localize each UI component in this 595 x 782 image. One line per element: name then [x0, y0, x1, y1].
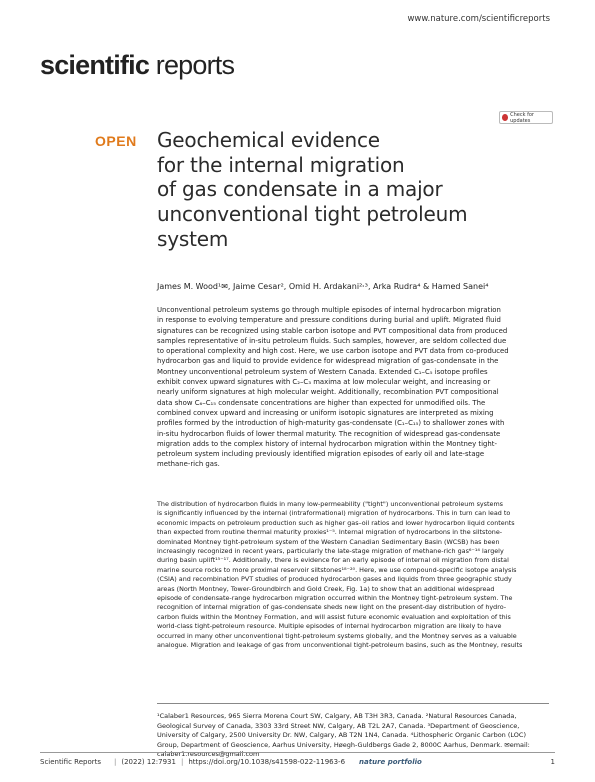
body-line: occurred in many other unconventional tight-petroleum systems globally, and the Montney serves as a valuable — [157, 631, 517, 640]
abstract-line: petroleum system including previously identified migration episodes of early oil and late-stage — [157, 450, 485, 459]
logo-light: reports — [149, 50, 235, 80]
body-text — [157, 500, 555, 651]
title-line: for the internal migration — [157, 152, 405, 177]
affiliation-email[interactable]: calaber1.resources@gmail.com — [157, 750, 260, 759]
abstract-line: in-situ hydrocarbon fluids of lower thermal maturity. The recognition of widespread gas-condensate — [157, 429, 501, 438]
footer-brand-logo: nature portfolio — [359, 758, 422, 766]
body-line: areas (North Montney, Tower-Groundbirch and Gold Creek, Fig. 1a) to show that an additional widespread — [157, 584, 495, 593]
footer-doi[interactable]: https://doi.org/10.1038/s41598-022-11963-6 — [188, 758, 346, 766]
body-line: analogue. Migration and leakage of gas from unconventional tight-petroleum basins, such as the Montney, results — [157, 641, 523, 650]
journal-logo — [40, 50, 234, 81]
open-access-label: OPEN — [95, 133, 137, 149]
page-number: 1 — [550, 758, 555, 766]
abstract — [157, 305, 549, 470]
body-line: than expected from routine thermal maturity proxies¹⁻⁵. Internal migration of hydrocarbons in the siltstone- — [157, 528, 503, 537]
check-updates-label: Check for updates — [510, 111, 534, 124]
abstract-line: hydrocarbon gas and liquid to provide evidence for widespread migration of gas-condensate in the — [157, 357, 499, 366]
abstract-line: exhibit convex upward signatures with C₂–C₃ maxima at low molecular weight, and increasing or — [157, 378, 491, 387]
article-title — [157, 128, 537, 252]
footer-separator: | — [114, 758, 117, 766]
body-line: (CSIA) and recombination PVT studies of produced hydrocarbon gases and liquids from three geographic study — [157, 575, 512, 584]
abstract-line: profiles formed by the introduction of high-maturity gas-condensate (C₁–C₁₅) to shallower zones with — [157, 419, 505, 428]
logo-bold: scientific — [40, 50, 150, 80]
abstract-line: to operational complexity and high cost. Here, we use carbon isotope and PVT data from co-produced — [157, 347, 509, 356]
body-line: marine source rocks to more proximal reservoir siltstones¹⁸⁻²⁰. Here, we use compound-specific isotope analysis — [157, 565, 517, 574]
page-footer — [40, 758, 555, 766]
body-line: economic impacts on petroleum production such as higher gas–oil ratios and lower hydrocarbon liquid contents — [157, 518, 515, 527]
abstract-line: in response to evolving temperature and pressure conditions during burial and uplift. Migrated fluid — [157, 316, 501, 325]
affiliation-line: ¹Calaber1 Resources, 965 Sierra Morena Court SW, Calgary, AB T3H 3R3, Canada. ²Natural Resources Canada, — [157, 712, 517, 720]
affiliation-line: Group, Department of Geoscience, Aarhus University, Høegh-Guldbergs Gade 2, 8000C Aarhus, Denmark. ✉email: — [157, 740, 530, 749]
body-line: recognition of internal migration of gas-condensate sheds new light on the present-day distribution of hydro- — [157, 603, 507, 612]
abstract-line: migration adds to the complex history of internal hydrocarbon migration within the Montney tight- — [157, 439, 497, 448]
abstract-line: combined convex upward and increasing or uniform isotopic signatures are interpreted as mixing — [157, 408, 494, 417]
abstract-line: data show C₆–C₁₅ condensate concentrations are higher than expected for unmodified oils. The — [157, 398, 486, 407]
abstract-line: methane-rich gas. — [157, 460, 220, 469]
abstract-line: Unconventional petroleum systems go through multiple episodes of internal hydrocarbon migration — [157, 306, 501, 314]
body-line: The distribution of hydrocarbon fluids in many low-permeability ("tight") unconventional petroleum systems — [157, 500, 504, 508]
abstract-line: nearly uniform signatures at high molecular weight. Additionally, recombination PVT compositional — [157, 388, 499, 397]
footer-journal: Scientific Reports — [40, 758, 102, 766]
body-line: during basin uplift¹⁵⁻¹⁷. Additionally, there is evidence for an early episode of internal oil migration from distal — [157, 556, 509, 565]
abstract-line: signatures can be recognized using stable carbon isotope and PVT compositional data from produced — [157, 326, 508, 335]
abstract-line: Montney unconventional petroleum system of Western Canada. Extended C₁–C₅ isotope profiles — [157, 367, 488, 376]
body-line: carbon fluids within the Montney Formation, and will assist future economic evaluation and exploitation of this — [157, 612, 511, 621]
footer-volume: (2022) 12:7931 — [121, 758, 176, 766]
body-line: world-class tight-petroleum resource. Multiple episodes of internal hydrocarbon migration are likely to have — [157, 622, 502, 631]
body-line: is significantly influenced by the internal (intraformational) migration of hydrocarbons. This in turn can lead to — [157, 509, 511, 518]
title-line: system — [157, 226, 229, 251]
body-line: episode of condensate-range hydrocarbon migration occurred within the Montney tight-petroleum system. The — [157, 594, 513, 603]
title-line: Geochemical evidence — [157, 128, 380, 152]
footer-separator: | — [180, 758, 184, 766]
title-line: unconventional tight petroleum — [157, 202, 468, 227]
author-list: James M. Wood¹✉, Jaime Cesar², Omid H. Ardakani²˒³, Arka Rudra⁴ & Hamed Sanei⁴ — [157, 282, 489, 291]
check-updates-icon — [502, 114, 508, 121]
footer-divider — [40, 752, 555, 753]
check-updates-button[interactable] — [499, 111, 553, 124]
body-line: increasingly recognized in recent years, particularly the late-stage migration of methane-rich gas⁶⁻¹⁴ largely — [157, 547, 504, 556]
affiliation-line: University of Calgary, 2500 University Dr. NW, Calgary, AB T2N 1N4, Canada. ⁴Lithospheric Organic Carbon (LOC) — [157, 731, 526, 740]
journal-url[interactable]: www.nature.com/scientificreports — [407, 14, 550, 24]
affiliation-line: Geological Survey of Canada, 3303 33rd Street NW, Calgary, AB T2L 2A7, Canada. ³Department of Geoscience, — [157, 721, 520, 730]
abstract-line: samples representative of in-situ petroleum fluids. Such samples, however, are seldom collected due — [157, 336, 507, 345]
affiliation-divider — [157, 703, 549, 704]
title-line: of gas condensate in a major — [157, 177, 443, 202]
body-line: dominated Montney tight-petroleum system of the Western Canadian Sedimentary Basin (WCSB) has been — [157, 537, 500, 546]
